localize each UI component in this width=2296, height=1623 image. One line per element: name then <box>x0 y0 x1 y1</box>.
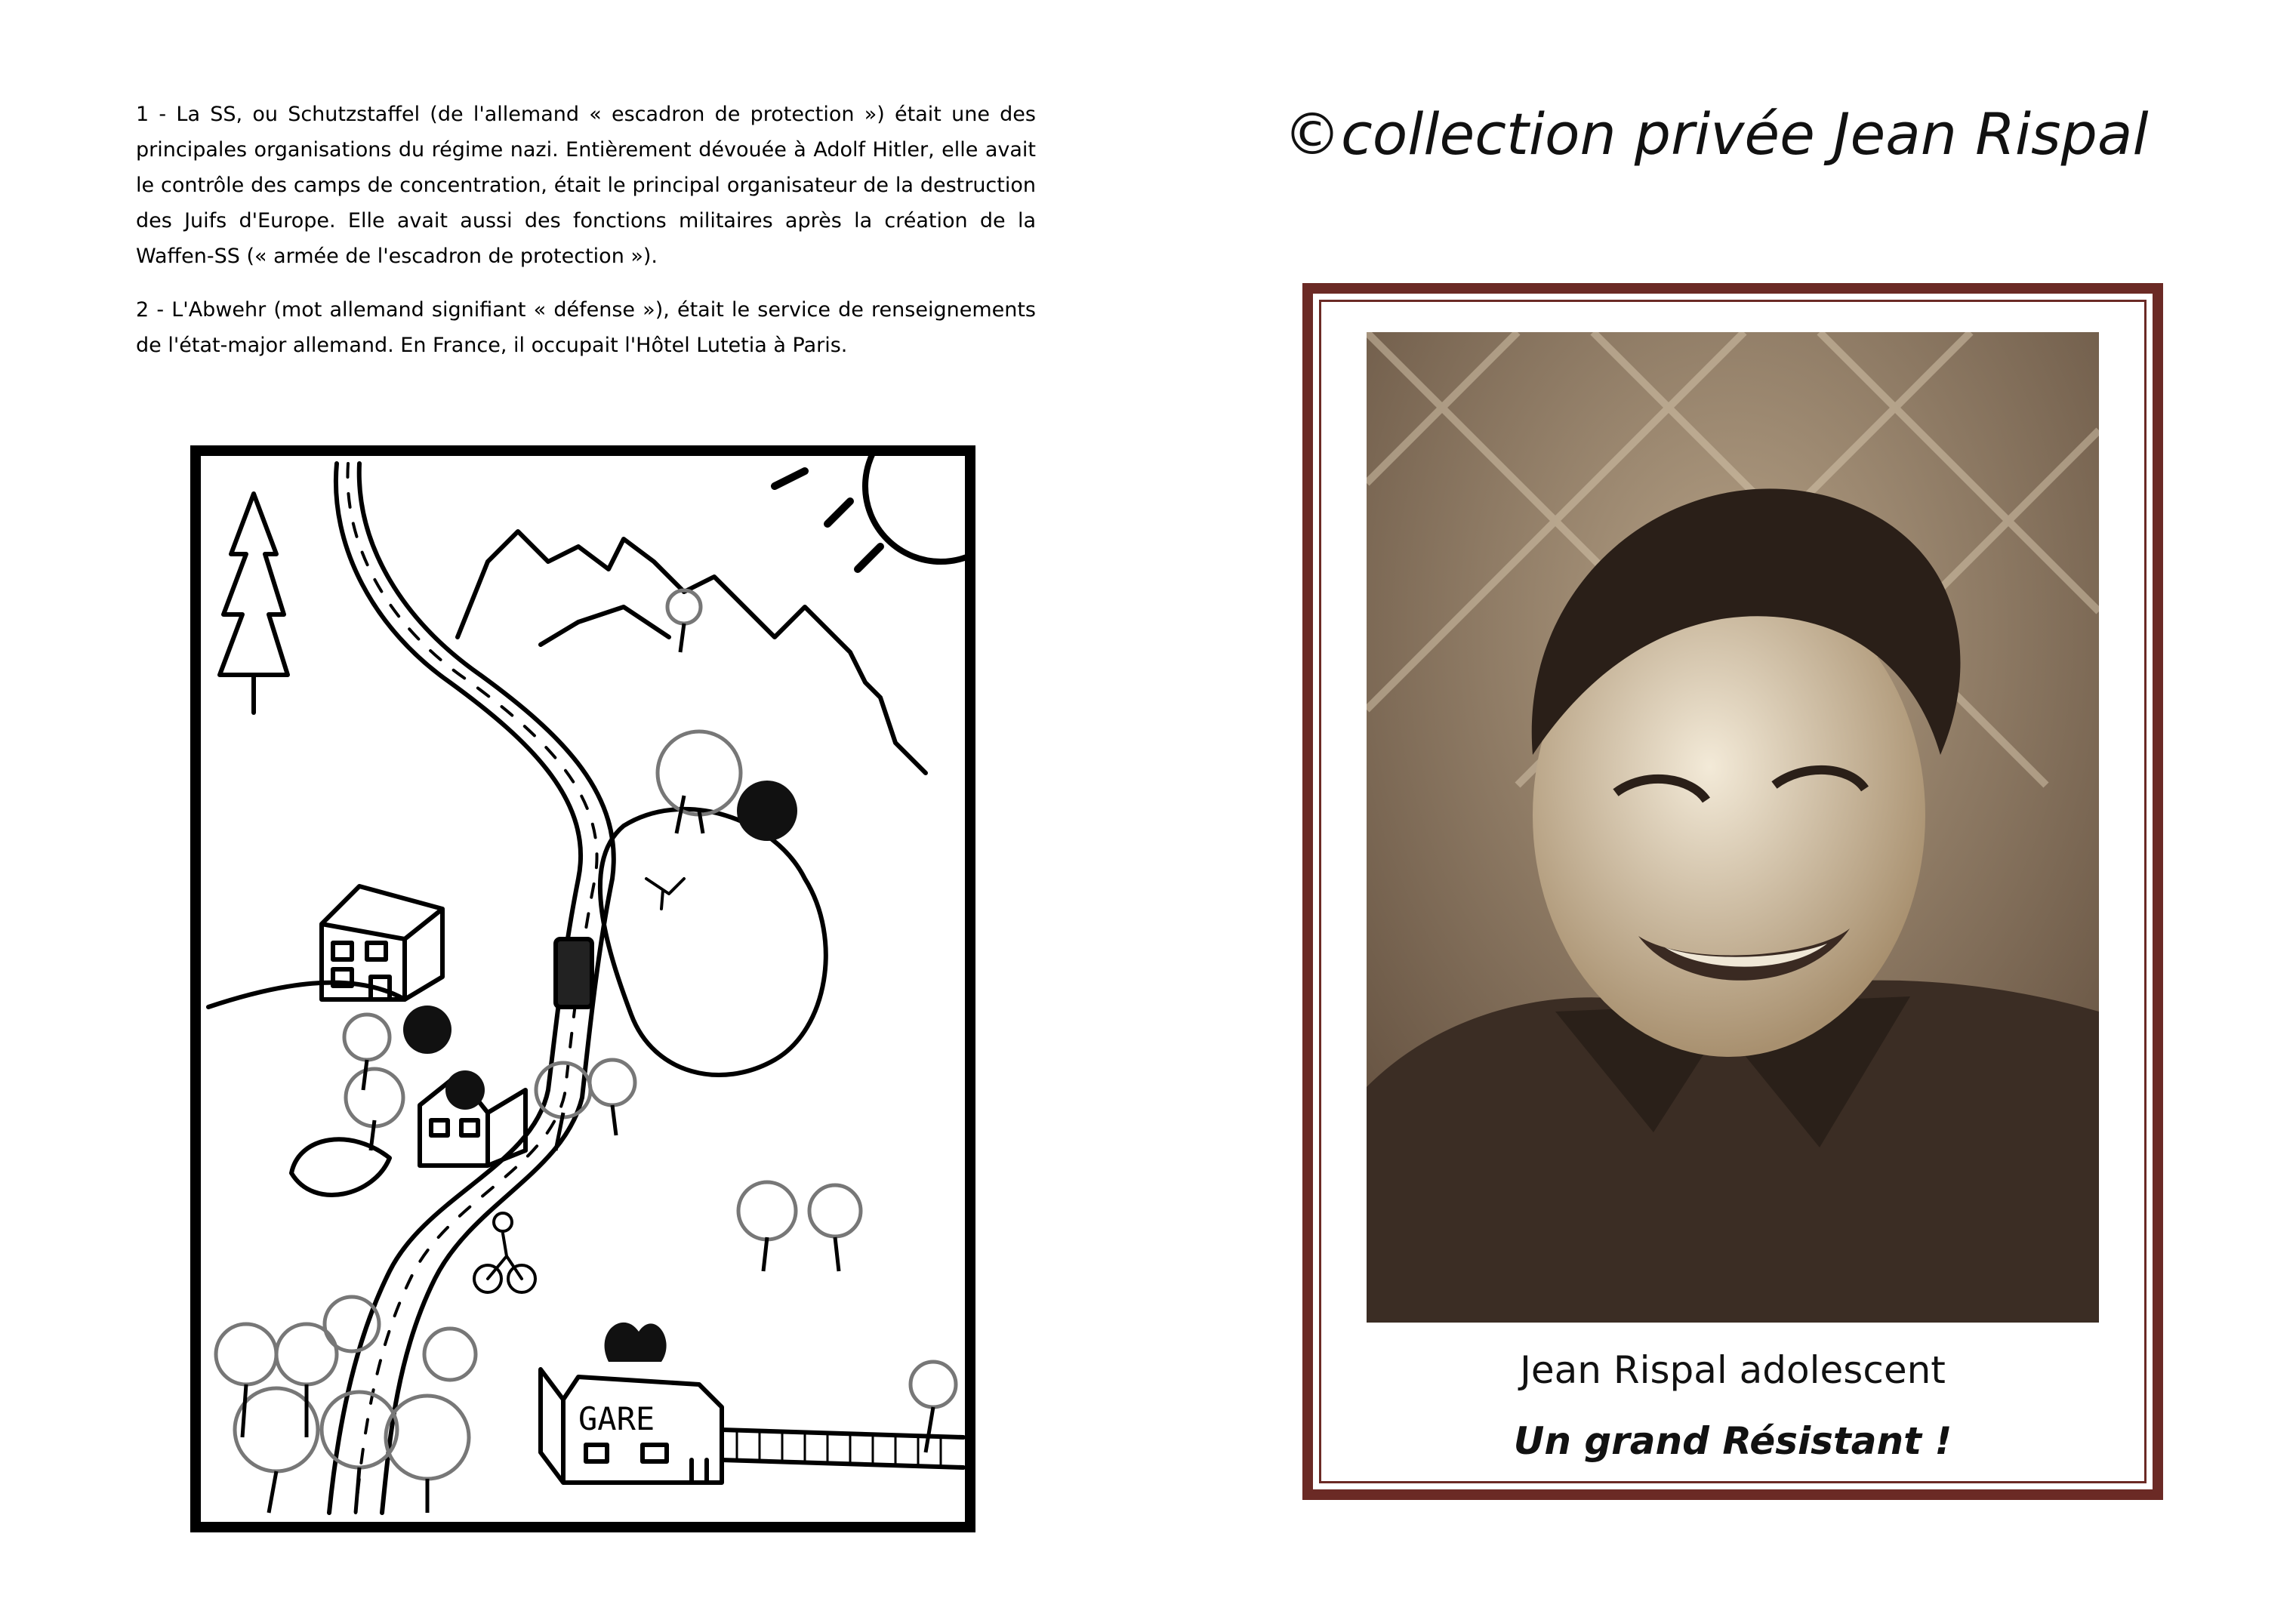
portrait-photo <box>1367 332 2099 1323</box>
child-drawing-frame <box>190 445 975 1532</box>
mountains-2 <box>541 607 669 645</box>
hill <box>208 983 405 1007</box>
copyright-notice: ©collection privée Jean Rispal <box>1284 100 2149 168</box>
grey-tree-5 <box>590 1060 635 1105</box>
grey-tree-7 <box>809 1185 861 1236</box>
photo-card-inner-border <box>1319 300 2147 1483</box>
photo-card <box>1302 283 2163 1500</box>
dark-tree-2 <box>403 1006 451 1054</box>
lake-bird <box>646 879 684 909</box>
grey-tree-8 <box>911 1362 956 1407</box>
small-pond <box>291 1139 390 1195</box>
portrait-illustration <box>1367 332 2099 1323</box>
footnotes <box>136 97 1036 363</box>
footnote-1: 1 - La SS, ou Schutzstaffel (de l'allemand « escadron de protection ») était une des principales organisations du régime nazi. Entièrement dévouée à Adolf Hitler, elle avait le contrôle des camps de concentration, était le principal organisateur de la destruction des Juifs d'Europe. Elle avait aussi des fonctions militaires après la création de la Waffen-SS (« armée de l'escadron de protection »). <box>136 103 1036 268</box>
grey-tree-1 <box>658 731 741 815</box>
photo-caption: Jean Rispal adolescent <box>1520 1348 1946 1392</box>
grey-tree-11 <box>325 1297 379 1351</box>
lake <box>600 809 826 1075</box>
grey-tree-3 <box>344 1015 390 1060</box>
station-sign: GARE <box>578 1400 655 1437</box>
dark-tree-1 <box>737 781 797 841</box>
grey-tree-15 <box>424 1329 476 1380</box>
cyclist <box>474 1213 535 1292</box>
grey-tree-2 <box>346 1069 403 1126</box>
road-edge-left <box>329 463 581 1513</box>
smoke <box>605 1323 667 1362</box>
grey-tree-6 <box>738 1182 796 1240</box>
dark-tree-3 <box>445 1070 485 1110</box>
pine-tree <box>220 494 288 675</box>
car <box>556 939 592 1007</box>
photo-subcaption: Un grand Résistant ! <box>1513 1419 1952 1463</box>
grey-tree-9 <box>216 1324 276 1384</box>
footnote-2: 2 - L'Abwehr (mot allemand signifiant « défense »), était le service de renseignements de l'état-major allemand. En France, il occupait l'Hôtel Lutetia à Paris. <box>136 298 1036 357</box>
grey-tree-16 <box>667 590 701 624</box>
child-drawing-map <box>201 456 965 1522</box>
